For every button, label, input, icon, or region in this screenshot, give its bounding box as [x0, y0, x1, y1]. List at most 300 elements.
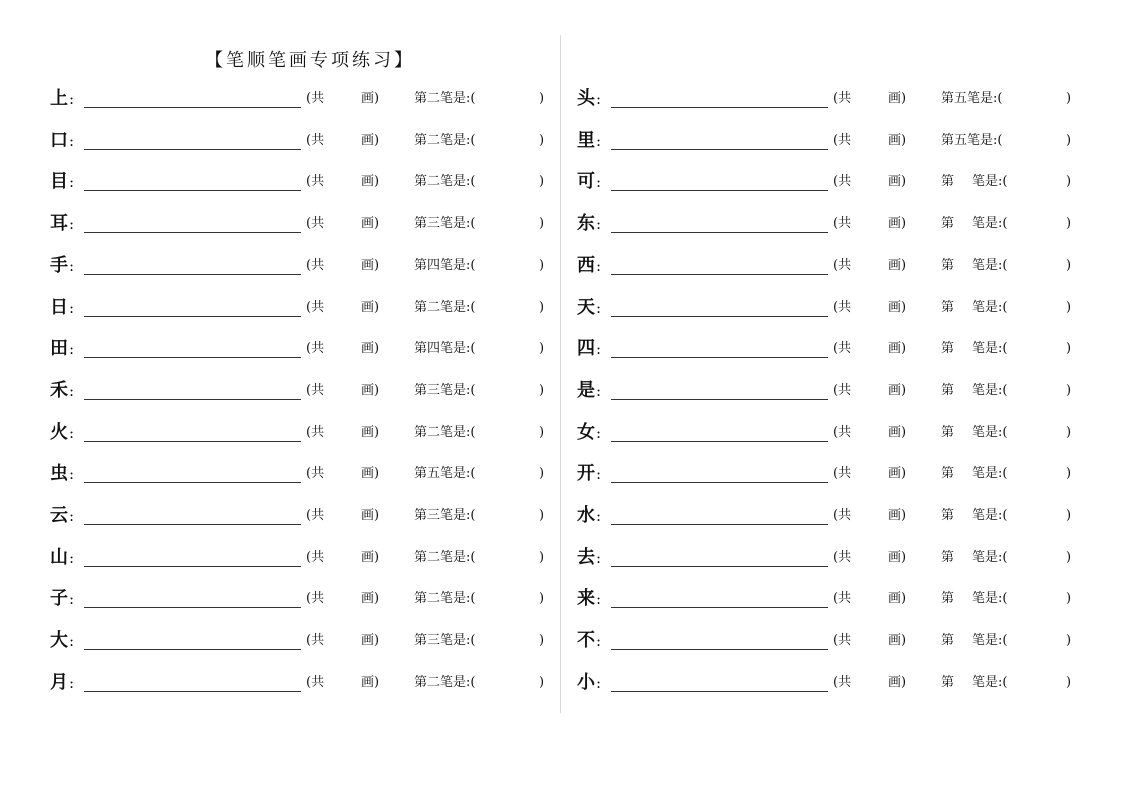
di-label: 第 [941, 674, 955, 690]
total-strokes-close-label: 画) [361, 216, 380, 232]
bi-shi-label: 笔是:( [440, 591, 476, 607]
stroke-question [414, 466, 475, 482]
di-label: 第 [941, 508, 955, 523]
answer-paren-close: ) [539, 257, 545, 273]
total-strokes-close-label: 画) [888, 299, 907, 315]
di-label: 第 [414, 424, 428, 440]
total-strokes-close-label: 画) [361, 591, 380, 607]
stroke-number: 三 [427, 216, 441, 232]
di-label: 第 [941, 633, 955, 649]
colon-label: : [69, 340, 75, 359]
target-character: 女 [577, 421, 595, 443]
total-strokes-close-label: 画) [888, 91, 907, 106]
stroke-order-answer-line[interactable] [84, 107, 301, 108]
target-character: 去 [577, 546, 595, 568]
stroke-question [941, 508, 1007, 524]
total-strokes-close-label: 画) [888, 508, 907, 523]
stroke-question [414, 633, 475, 649]
stroke-number: 二 [427, 174, 441, 190]
stroke-question [941, 133, 1002, 149]
total-strokes-close-label: 画) [361, 424, 380, 440]
answer-paren-close: ) [539, 382, 545, 398]
target-character: 小 [577, 671, 595, 693]
colon-label: : [596, 507, 602, 525]
colon-label: : [596, 381, 602, 400]
total-strokes-open-label: (共 [833, 549, 852, 565]
total-strokes-open-label: (共 [833, 174, 852, 190]
total-strokes-close-label: 画) [888, 174, 907, 190]
bi-shi-label: 笔是:( [972, 382, 1008, 398]
stroke-question [414, 550, 475, 566]
stroke-order-answer-line[interactable] [611, 441, 828, 442]
target-character: 不 [577, 630, 595, 652]
stroke-question [414, 675, 475, 691]
answer-paren-close: ) [539, 508, 545, 523]
total-strokes-open-label: (共 [833, 591, 852, 607]
target-character: 大 [50, 630, 68, 652]
stroke-number: 三 [427, 382, 441, 398]
stroke-question [941, 300, 1007, 316]
total-strokes-open-label: (共 [833, 216, 852, 232]
di-label: 第 [941, 174, 955, 190]
total-strokes-close-label: 画) [361, 132, 380, 148]
total-strokes-close-label: 画) [888, 424, 907, 440]
exercise-row [577, 87, 1077, 111]
answer-paren-close: ) [1066, 216, 1072, 232]
answer-paren-close: ) [1066, 382, 1072, 398]
target-character: 头 [577, 88, 595, 109]
bi-shi-label: 笔是:( [972, 591, 1008, 607]
colon-label: : [69, 423, 75, 442]
total-strokes-open-label: (共 [306, 216, 325, 232]
exercise-row [577, 379, 1077, 403]
di-label: 第 [941, 257, 955, 273]
exercise-row [577, 546, 1077, 570]
answer-paren-close: ) [539, 674, 545, 690]
target-character: 是 [577, 379, 595, 401]
answer-paren-close: ) [1066, 299, 1072, 315]
target-character: 子 [50, 588, 68, 610]
bi-shi-label: 笔是:( [972, 299, 1008, 315]
colon-label: : [596, 632, 602, 651]
total-strokes-close-label: 画) [361, 549, 380, 565]
stroke-order-answer-line[interactable] [84, 149, 301, 150]
stroke-question [414, 508, 475, 524]
worksheet-title: 【笔顺笔画专项练习】 [205, 50, 415, 71]
total-strokes-close-label: 画) [361, 341, 380, 357]
stroke-number: 四 [427, 341, 441, 357]
stroke-number: 五 [954, 91, 968, 106]
bi-shi-label: 笔是:( [972, 633, 1008, 649]
stroke-order-answer-line[interactable] [611, 691, 828, 692]
stroke-question [941, 383, 1007, 399]
total-strokes-open-label: (共 [833, 674, 852, 690]
total-strokes-open-label: (共 [306, 549, 325, 565]
di-label: 第 [941, 466, 955, 482]
bi-shi-label: 笔是:( [440, 466, 476, 482]
total-strokes-close-label: 画) [361, 674, 380, 690]
bi-shi-label: 笔是:( [440, 341, 476, 357]
bi-shi-label: 笔是:( [972, 424, 1008, 440]
stroke-order-answer-line[interactable] [84, 441, 301, 442]
stroke-order-answer-line[interactable] [611, 232, 828, 233]
exercise-row [50, 254, 550, 278]
exercise-row [50, 629, 550, 653]
exercise-row [577, 337, 1077, 361]
total-strokes-close-label: 画) [888, 382, 907, 398]
answer-paren-close: ) [1066, 257, 1072, 273]
answer-paren-close: ) [1066, 466, 1072, 482]
bi-shi-label: 笔是:( [972, 466, 1008, 482]
exercise-row [50, 212, 550, 236]
answer-paren-close: ) [539, 341, 545, 357]
colon-label: : [69, 548, 75, 567]
colon-label: : [596, 590, 602, 609]
colon-label: : [69, 256, 75, 275]
stroke-order-answer-line[interactable] [611, 399, 828, 400]
bi-shi-label: 笔是:( [440, 674, 476, 690]
bi-shi-label: 笔是:( [440, 216, 476, 232]
colon-label: : [596, 256, 602, 275]
exercise-row [50, 296, 550, 320]
bi-shi-label: 笔是:( [440, 257, 476, 273]
di-label: 第 [414, 299, 428, 315]
colon-label: : [69, 465, 75, 484]
stroke-question [941, 91, 1002, 107]
colon-label: : [69, 590, 75, 609]
total-strokes-close-label: 画) [888, 257, 907, 273]
colon-label: : [69, 131, 75, 150]
stroke-question [941, 341, 1007, 357]
stroke-number: 三 [427, 633, 441, 649]
total-strokes-open-label: (共 [306, 174, 325, 190]
di-label: 第 [414, 341, 428, 357]
total-strokes-close-label: 画) [361, 174, 380, 190]
stroke-question [414, 91, 475, 107]
stroke-number: 五 [427, 466, 441, 482]
di-label: 第 [941, 382, 955, 398]
stroke-order-answer-line[interactable] [84, 691, 301, 692]
target-character: 开 [577, 463, 595, 485]
colon-label: : [69, 173, 75, 192]
colon-label: : [596, 90, 602, 108]
di-label: 第 [414, 91, 428, 106]
bi-shi-label: 笔是:( [972, 508, 1008, 523]
exercise-row [50, 421, 550, 445]
bi-shi-label: 笔是:( [440, 382, 476, 398]
bi-shi-label: 笔是:( [972, 341, 1008, 357]
bi-shi-label: 笔是:( [967, 132, 1003, 148]
total-strokes-close-label: 画) [361, 633, 380, 649]
stroke-question [414, 341, 475, 357]
stroke-question [414, 216, 475, 232]
bi-shi-label: 笔是:( [440, 132, 476, 148]
bi-shi-label: 笔是:( [972, 216, 1008, 232]
stroke-number: 二 [427, 424, 441, 440]
total-strokes-open-label: (共 [833, 257, 852, 273]
target-character: 手 [50, 254, 68, 276]
answer-paren-close: ) [1066, 174, 1072, 190]
di-label: 第 [414, 633, 428, 649]
answer-paren-close: ) [1066, 91, 1072, 106]
stroke-order-answer-line[interactable] [84, 607, 301, 608]
colon-label: : [69, 673, 75, 692]
di-label: 第 [941, 591, 955, 607]
di-label: 第 [414, 174, 428, 190]
stroke-question [941, 675, 1007, 691]
stroke-order-answer-line[interactable] [611, 357, 828, 358]
total-strokes-close-label: 画) [888, 132, 907, 148]
exercise-row [577, 671, 1077, 695]
exercise-row [50, 546, 550, 570]
total-strokes-close-label: 画) [361, 466, 380, 482]
colon-label: : [596, 298, 602, 317]
stroke-order-answer-line[interactable] [84, 274, 301, 275]
total-strokes-open-label: (共 [306, 674, 325, 690]
stroke-order-answer-line[interactable] [84, 399, 301, 400]
exercise-row [577, 421, 1077, 445]
answer-paren-close: ) [539, 591, 545, 607]
stroke-question [414, 258, 475, 274]
stroke-order-answer-line[interactable] [611, 607, 828, 608]
total-strokes-open-label: (共 [306, 299, 325, 315]
stroke-question [941, 258, 1007, 274]
total-strokes-close-label: 画) [888, 633, 907, 649]
total-strokes-close-label: 画) [888, 341, 907, 357]
answer-paren-close: ) [539, 91, 545, 106]
answer-paren-close: ) [539, 216, 545, 232]
stroke-question [414, 300, 475, 316]
target-character: 目 [50, 171, 68, 193]
stroke-order-answer-line[interactable] [84, 524, 301, 525]
di-label: 第 [414, 591, 428, 607]
stroke-question [414, 425, 475, 441]
exercise-row [50, 462, 550, 486]
total-strokes-open-label: (共 [833, 299, 852, 315]
total-strokes-open-label: (共 [306, 633, 325, 649]
bi-shi-label: 笔是:( [440, 174, 476, 190]
total-strokes-close-label: 画) [361, 91, 380, 106]
stroke-order-answer-line[interactable] [84, 357, 301, 358]
stroke-order-answer-line[interactable] [611, 649, 828, 650]
exercise-row [577, 129, 1077, 153]
stroke-order-answer-line[interactable] [611, 524, 828, 525]
target-character: 火 [50, 421, 68, 443]
total-strokes-open-label: (共 [306, 91, 325, 106]
colon-label: : [69, 632, 75, 651]
target-character: 水 [577, 505, 595, 526]
bi-shi-label: 笔是:( [440, 508, 476, 523]
answer-paren-close: ) [1066, 341, 1072, 357]
bi-shi-label: 笔是:( [972, 674, 1008, 690]
stroke-question [414, 383, 475, 399]
total-strokes-close-label: 画) [361, 508, 380, 523]
di-label: 第 [414, 508, 428, 523]
answer-paren-close: ) [1066, 132, 1072, 148]
stroke-order-answer-line[interactable] [84, 566, 301, 567]
stroke-order-answer-line[interactable] [611, 274, 828, 275]
answer-paren-close: ) [539, 633, 545, 649]
colon-label: : [596, 340, 602, 359]
target-character: 里 [577, 129, 595, 151]
total-strokes-open-label: (共 [833, 382, 852, 398]
bi-shi-label: 笔是:( [440, 633, 476, 649]
stroke-order-answer-line[interactable] [84, 316, 301, 317]
stroke-order-answer-line[interactable] [84, 190, 301, 191]
colon-label: : [596, 465, 602, 484]
target-character: 田 [50, 338, 68, 360]
total-strokes-close-label: 画) [361, 299, 380, 315]
di-label: 第 [414, 549, 428, 565]
total-strokes-open-label: (共 [306, 424, 325, 440]
left-column [50, 0, 590, 793]
total-strokes-open-label: (共 [306, 466, 325, 482]
di-label: 第 [941, 299, 955, 315]
target-character: 天 [577, 296, 595, 318]
exercise-row [577, 504, 1077, 528]
stroke-order-answer-line[interactable] [84, 482, 301, 483]
stroke-question [414, 591, 475, 607]
exercise-row [577, 296, 1077, 320]
exercise-row [577, 587, 1077, 611]
exercise-row [50, 129, 550, 153]
colon-label: : [596, 215, 602, 234]
stroke-question [941, 425, 1007, 441]
total-strokes-close-label: 画) [888, 216, 907, 232]
total-strokes-close-label: 画) [888, 549, 907, 565]
bi-shi-label: 笔是:( [440, 91, 476, 106]
exercise-row [577, 170, 1077, 194]
total-strokes-close-label: 画) [888, 591, 907, 607]
total-strokes-open-label: (共 [833, 466, 852, 482]
di-label: 第 [941, 132, 955, 148]
target-character: 耳 [50, 213, 68, 235]
stroke-number: 二 [427, 591, 441, 607]
target-character: 东 [577, 213, 595, 235]
di-label: 第 [414, 132, 428, 148]
target-character: 来 [577, 588, 595, 610]
di-label: 第 [414, 257, 428, 273]
target-character: 禾 [50, 379, 68, 401]
exercise-row [50, 337, 550, 361]
colon-label: : [596, 548, 602, 567]
total-strokes-open-label: (共 [306, 132, 325, 148]
target-character: 云 [50, 505, 68, 526]
colon-label: : [69, 507, 75, 525]
stroke-order-answer-line[interactable] [611, 316, 828, 317]
colon-label: : [69, 381, 75, 400]
stroke-question [941, 466, 1007, 482]
target-character: 西 [577, 254, 595, 276]
answer-paren-close: ) [539, 549, 545, 565]
answer-paren-close: ) [1066, 633, 1072, 649]
total-strokes-close-label: 画) [888, 466, 907, 482]
bi-shi-label: 笔是:( [972, 257, 1008, 273]
stroke-order-answer-line[interactable] [611, 482, 828, 483]
total-strokes-open-label: (共 [833, 633, 852, 649]
exercise-row [50, 170, 550, 194]
total-strokes-open-label: (共 [306, 341, 325, 357]
answer-paren-close: ) [1066, 674, 1072, 690]
colon-label: : [69, 298, 75, 317]
stroke-number: 二 [427, 549, 441, 565]
answer-paren-close: ) [539, 424, 545, 440]
stroke-order-answer-line[interactable] [611, 190, 828, 191]
di-label: 第 [414, 674, 428, 690]
answer-paren-close: ) [1066, 424, 1072, 440]
bi-shi-label: 笔是:( [967, 91, 1003, 106]
total-strokes-close-label: 画) [361, 382, 380, 398]
exercise-row [577, 254, 1077, 278]
exercise-row [50, 87, 550, 111]
colon-label: : [69, 90, 75, 108]
stroke-question [414, 174, 475, 190]
total-strokes-open-label: (共 [833, 508, 852, 523]
target-character: 口 [50, 129, 68, 151]
stroke-question [941, 216, 1007, 232]
stroke-number: 五 [954, 132, 968, 148]
stroke-number: 三 [427, 508, 441, 523]
answer-paren-close: ) [539, 174, 545, 190]
total-strokes-open-label: (共 [833, 424, 852, 440]
bi-shi-label: 笔是:( [440, 549, 476, 565]
stroke-number: 二 [427, 91, 441, 106]
total-strokes-open-label: (共 [306, 508, 325, 523]
exercise-row [50, 671, 550, 695]
di-label: 第 [941, 91, 955, 106]
stroke-question [414, 133, 475, 149]
stroke-order-answer-line[interactable] [84, 649, 301, 650]
bi-shi-label: 笔是:( [440, 299, 476, 315]
stroke-number: 四 [427, 257, 441, 273]
stroke-question [941, 174, 1007, 190]
bi-shi-label: 笔是:( [972, 174, 1008, 190]
exercise-row [577, 629, 1077, 653]
target-character: 月 [50, 671, 68, 693]
target-character: 上 [50, 88, 68, 109]
stroke-question [941, 591, 1007, 607]
total-strokes-close-label: 画) [361, 257, 380, 273]
answer-paren-close: ) [1066, 591, 1072, 607]
answer-paren-close: ) [1066, 508, 1072, 523]
colon-label: : [596, 673, 602, 692]
stroke-number: 二 [427, 132, 441, 148]
colon-label: : [69, 215, 75, 234]
stroke-order-answer-line[interactable] [611, 107, 828, 108]
bi-shi-label: 笔是:( [972, 549, 1008, 565]
total-strokes-open-label: (共 [833, 341, 852, 357]
answer-paren-close: ) [539, 132, 545, 148]
colon-label: : [596, 423, 602, 442]
right-column [577, 0, 1117, 793]
stroke-order-answer-line[interactable] [611, 149, 828, 150]
total-strokes-open-label: (共 [833, 91, 852, 106]
di-label: 第 [414, 466, 428, 482]
answer-paren-close: ) [539, 466, 545, 482]
exercise-row [50, 379, 550, 403]
total-strokes-open-label: (共 [306, 257, 325, 273]
exercise-row [50, 587, 550, 611]
stroke-order-answer-line[interactable] [84, 232, 301, 233]
answer-paren-close: ) [539, 299, 545, 315]
stroke-number: 二 [427, 674, 441, 690]
stroke-order-answer-line[interactable] [611, 566, 828, 567]
target-character: 可 [577, 171, 595, 193]
total-strokes-close-label: 画) [888, 674, 907, 690]
target-character: 四 [577, 338, 595, 360]
colon-label: : [596, 131, 602, 150]
total-strokes-open-label: (共 [306, 382, 325, 398]
